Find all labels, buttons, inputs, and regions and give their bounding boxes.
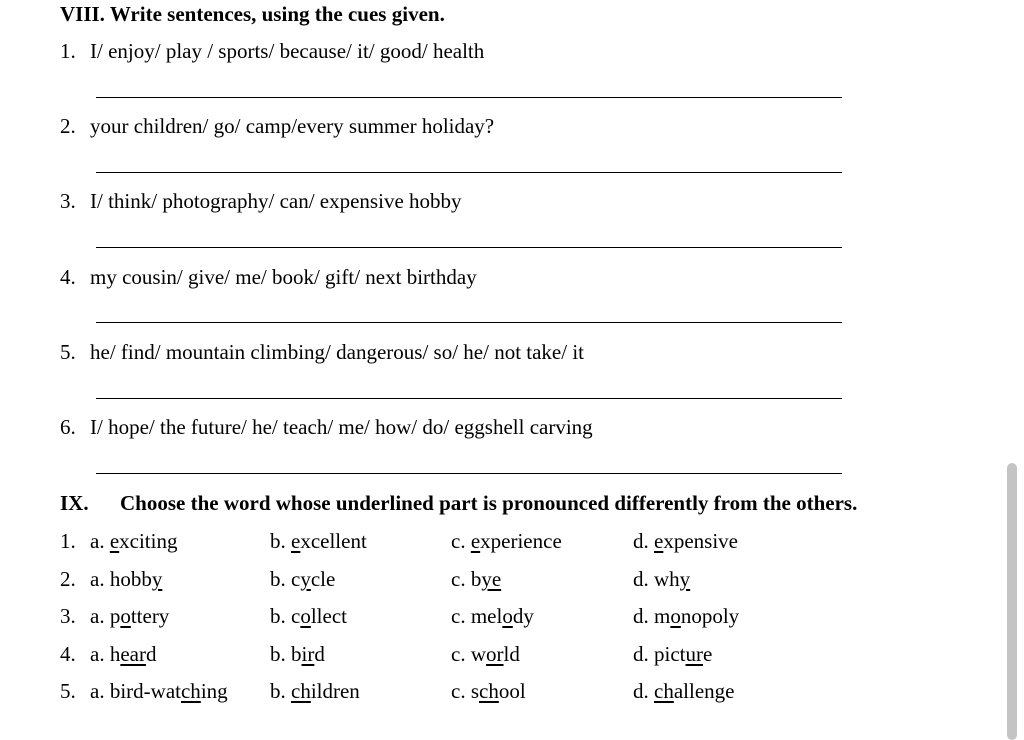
underlined-part: ch bbox=[180, 679, 201, 703]
underlined-part: ear bbox=[120, 642, 146, 666]
section-ix-number: IX. bbox=[60, 491, 89, 515]
cue-item-4 bbox=[60, 265, 477, 290]
underlined-part: ur bbox=[685, 642, 703, 666]
cue-item-text: your children/ go/ camp/every summer holiday? bbox=[90, 114, 495, 138]
answer-line-3[interactable] bbox=[96, 247, 842, 248]
underlined-part: o bbox=[120, 604, 131, 628]
choice-row-number: 1. bbox=[60, 529, 76, 553]
cue-item-text: I/ hope/ the future/ he/ teach/ me/ how/ do/ eggshell carving bbox=[90, 415, 593, 439]
underlined-part: ch bbox=[479, 679, 499, 703]
answer-line-4[interactable] bbox=[96, 322, 842, 323]
option-b[interactable]: b. bird bbox=[270, 642, 325, 666]
cue-item-5 bbox=[60, 340, 584, 365]
option-b[interactable]: b. excellent bbox=[270, 529, 367, 553]
option-b[interactable]: b. children bbox=[270, 679, 360, 703]
underlined-part: ye bbox=[481, 567, 502, 591]
underlined-part: o bbox=[670, 604, 681, 628]
cue-item-number: 3. bbox=[60, 189, 76, 213]
option-b[interactable]: b. cycle bbox=[270, 567, 336, 591]
answer-line-2[interactable] bbox=[96, 172, 842, 173]
underlined-part: y bbox=[151, 567, 163, 591]
choice-row-number: 3. bbox=[60, 604, 76, 628]
cue-item-text: I/ think/ photography/ can/ expensive hobby bbox=[90, 189, 462, 213]
section-viii-title: Write sentences, using the cues given. bbox=[109, 2, 445, 26]
answer-line-1[interactable] bbox=[96, 97, 842, 98]
underlined-part: ch bbox=[654, 679, 674, 703]
option-b[interactable]: b. collect bbox=[270, 604, 347, 628]
underlined-part: o bbox=[300, 604, 311, 628]
answer-line-5[interactable] bbox=[96, 398, 842, 399]
choice-row-number: 5. bbox=[60, 679, 76, 703]
underlined-part: y bbox=[679, 567, 691, 591]
option-c[interactable]: c. experience bbox=[451, 529, 562, 553]
cue-item-number: 2. bbox=[60, 114, 76, 138]
option-d[interactable]: d. expensive bbox=[633, 529, 738, 553]
choice-row-number: 4. bbox=[60, 642, 76, 666]
option-d[interactable]: d. challenge bbox=[633, 679, 735, 703]
option-d[interactable]: d. monopoly bbox=[633, 604, 740, 628]
underlined-part: y bbox=[300, 567, 311, 591]
option-d[interactable]: d. why bbox=[633, 567, 691, 591]
option-a[interactable]: a. bird-watching bbox=[90, 679, 228, 703]
underlined-part: ir bbox=[301, 642, 315, 666]
option-d[interactable]: d. picture bbox=[633, 642, 713, 666]
cue-item-2 bbox=[60, 114, 494, 139]
section-ix-heading bbox=[60, 491, 857, 516]
section-ix-title: Choose the word whose underlined part is pronounced differently from the others. bbox=[120, 491, 858, 515]
cue-item-number: 4. bbox=[60, 265, 76, 289]
option-c[interactable]: c. world bbox=[451, 642, 520, 666]
option-a[interactable]: a. hobby bbox=[90, 567, 163, 591]
option-c[interactable]: c. melody bbox=[451, 604, 534, 628]
section-viii-heading bbox=[60, 2, 445, 27]
cue-item-text: I/ enjoy/ play / sports/ because/ it/ good/ health bbox=[90, 39, 485, 63]
underlined-part: e bbox=[109, 529, 120, 553]
underlined-part: e bbox=[654, 529, 664, 553]
option-a[interactable]: a. heard bbox=[90, 642, 157, 666]
option-c[interactable]: c. bye bbox=[451, 567, 502, 591]
underlined-part: o bbox=[502, 604, 513, 628]
option-a[interactable]: a. exciting bbox=[90, 529, 178, 553]
cue-item-6 bbox=[60, 415, 593, 440]
choice-row-number: 2. bbox=[60, 567, 76, 591]
scrollbar-thumb[interactable] bbox=[1007, 463, 1017, 740]
underlined-part: e bbox=[291, 529, 301, 553]
option-a[interactable]: a. pottery bbox=[90, 604, 170, 628]
cue-item-text: my cousin/ give/ me/ book/ gift/ next birthday bbox=[90, 265, 477, 289]
underlined-part: or bbox=[486, 642, 504, 666]
cue-item-number: 6. bbox=[60, 415, 76, 439]
section-viii-number: VIII. bbox=[60, 2, 105, 26]
underlined-part: e bbox=[470, 529, 481, 553]
underlined-part: ch bbox=[291, 679, 311, 703]
cue-item-3 bbox=[60, 189, 462, 214]
cue-item-1 bbox=[60, 39, 484, 64]
cue-item-number: 5. bbox=[60, 340, 76, 364]
cue-item-number: 1. bbox=[60, 39, 76, 63]
option-c[interactable]: c. school bbox=[451, 679, 526, 703]
cue-item-text: he/ find/ mountain climbing/ dangerous/ so/ he/ not take/ it bbox=[90, 340, 585, 364]
answer-line-6[interactable] bbox=[96, 473, 842, 474]
vertical-scrollbar[interactable] bbox=[1000, 0, 1024, 740]
